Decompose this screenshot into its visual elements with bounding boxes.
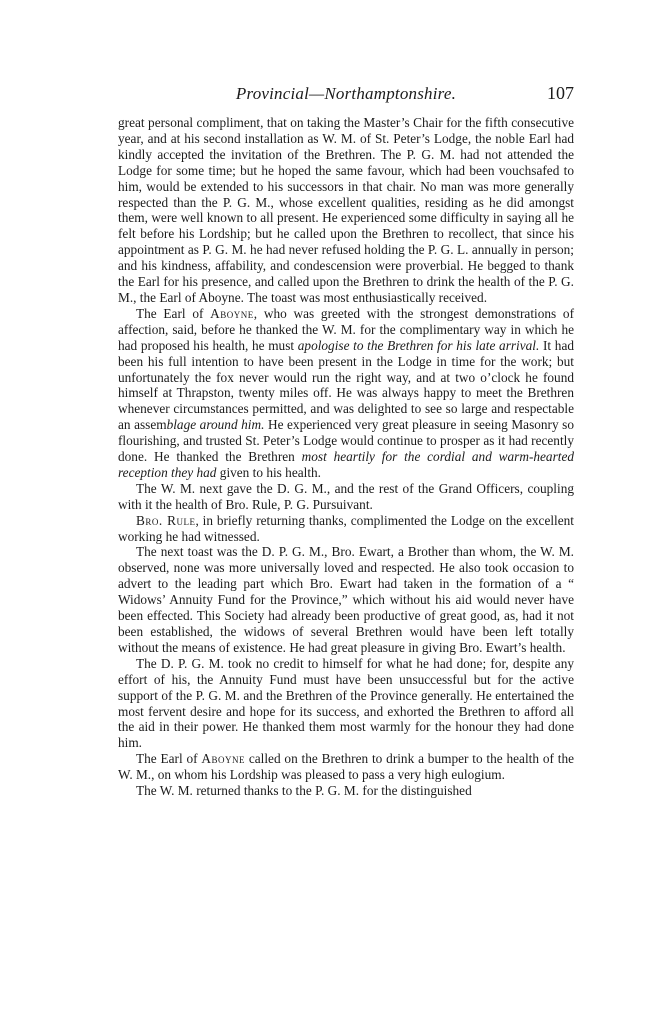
- text-run: , in briefly returning thanks, complimented the Lodge on the excellent working he had witnessed.: [118, 512, 574, 544]
- text-run: The W. M. returned thanks to the P. G. M. for the distinguished: [136, 783, 472, 799]
- text-run: The Earl of: [136, 305, 211, 321]
- page-number: 107: [547, 83, 574, 103]
- text-run: blage around him.: [166, 417, 265, 433]
- text-run: , who was greeted with the strongest demonstrations of affection, said, before he thanked the W. M. for the complimentary way in which he had proposed his health, he must: [118, 305, 575, 353]
- text-run: The Earl of: [136, 751, 202, 767]
- text-run: He experienced very great pleasure in seeing Masonry so flourishing, and trusted St. Peter’s Lodge would continue to prosper as it had recently done. He thanked the Brethren: [118, 417, 574, 465]
- text-run: The D. P. G. M. took no credit to himself for what he had done; for, despite any effort of his, the Annuity Fund must have been unsuccessful but for the active support of the P. G. M. and the Brethren of the Province generally. He entertained the most fervent desire and hope for its success, and exhorted the Brethren to afford all the aid in their power. He thanked them most warmly for the honour they had done him.: [118, 655, 574, 751]
- text-run: It had been his full intention to have been present in the Lodge in time for the work; but unfortunately the fox never would run the right way, and at two o’clock he found himself at Thrapston, twenty miles off. He was always happy to meet the Brethren whenever circumstances permitted, and was delighted to see so large and respectable an assem: [118, 337, 575, 433]
- text-run: called on the Brethren to drink a bumper to the health of the W. M., on whom his Lordship was pleased to pass a very high eulogium.: [118, 751, 574, 783]
- text-run: The next toast was the D. P. G. M., Bro. Ewart, a Brother than whom, the W. M. observed, none was more universally loved and respected. He also took occasion to advert to the leading part which Bro. Ewart had taken in the formation of a “ Widows’ Annuity Fund for the Province,” which without his aid would never have been effected. This Society had already been productive of great good, as, had it not been established, the widows of several Brethren would have been left totally without the means of existence. He had great pleasure in giving Bro. Ewart’s health.: [118, 544, 574, 655]
- paragraph-5: [118, 544, 574, 655]
- paragraph-8: [118, 783, 574, 799]
- text-run: Bro. Rule: [136, 512, 196, 528]
- running-title: Provincial—Northamptonshire.: [235, 84, 457, 103]
- text-run: Aboyne: [210, 305, 254, 321]
- paragraph-6: [118, 656, 574, 751]
- running-head: [118, 84, 574, 108]
- paragraph-2: [118, 306, 574, 481]
- text-run: great personal compliment, that on taking the Master’s Chair for the fifth consecutive year, and at his second installation as W. M. of St. Peter’s Lodge, the noble Earl had kindly accepted the invitation of the Brethren. The P. G. M. had not attended the Lodge for some time; but he hoped the same favour, which had been vouchsafed to him, would be extended to his successors in that chair. No man was more generally respected than the P. G. M., whose excellent qualities, residing as he did amongst them, were well known to all present. He experienced some difficulty in saying all he felt before his Lordship; but he called upon the Brethren to recollect, that since his appointment as P. G. M. he had never refused holding the P. G. L. annually in person; and his kindness, affability, and condescension were proverbial. He begged to thank the Earl for his presence, and called upon the Brethren to drink the health of the P. G. M., the Earl of Aboyne. The toast was most enthusiastically received.: [118, 115, 574, 305]
- paragraph-1: [118, 115, 574, 306]
- text-run: The W. M. next gave the D. G. M., and the rest of the Grand Officers, coupling with it the health of Bro. Rule, P. G. Pursuivant.: [118, 480, 574, 512]
- paragraph-7: [118, 751, 574, 783]
- article-text: [118, 115, 574, 799]
- text-run: Aboyne: [201, 751, 246, 767]
- text-run: apologise to the Brethren for his late arrival.: [297, 337, 540, 353]
- paragraph-4: [118, 513, 574, 545]
- paragraph-3: [118, 481, 574, 513]
- text-run: most heartily for the cordial and warm-hearted reception they had: [118, 449, 575, 480]
- text-run: given to his health.: [216, 464, 321, 480]
